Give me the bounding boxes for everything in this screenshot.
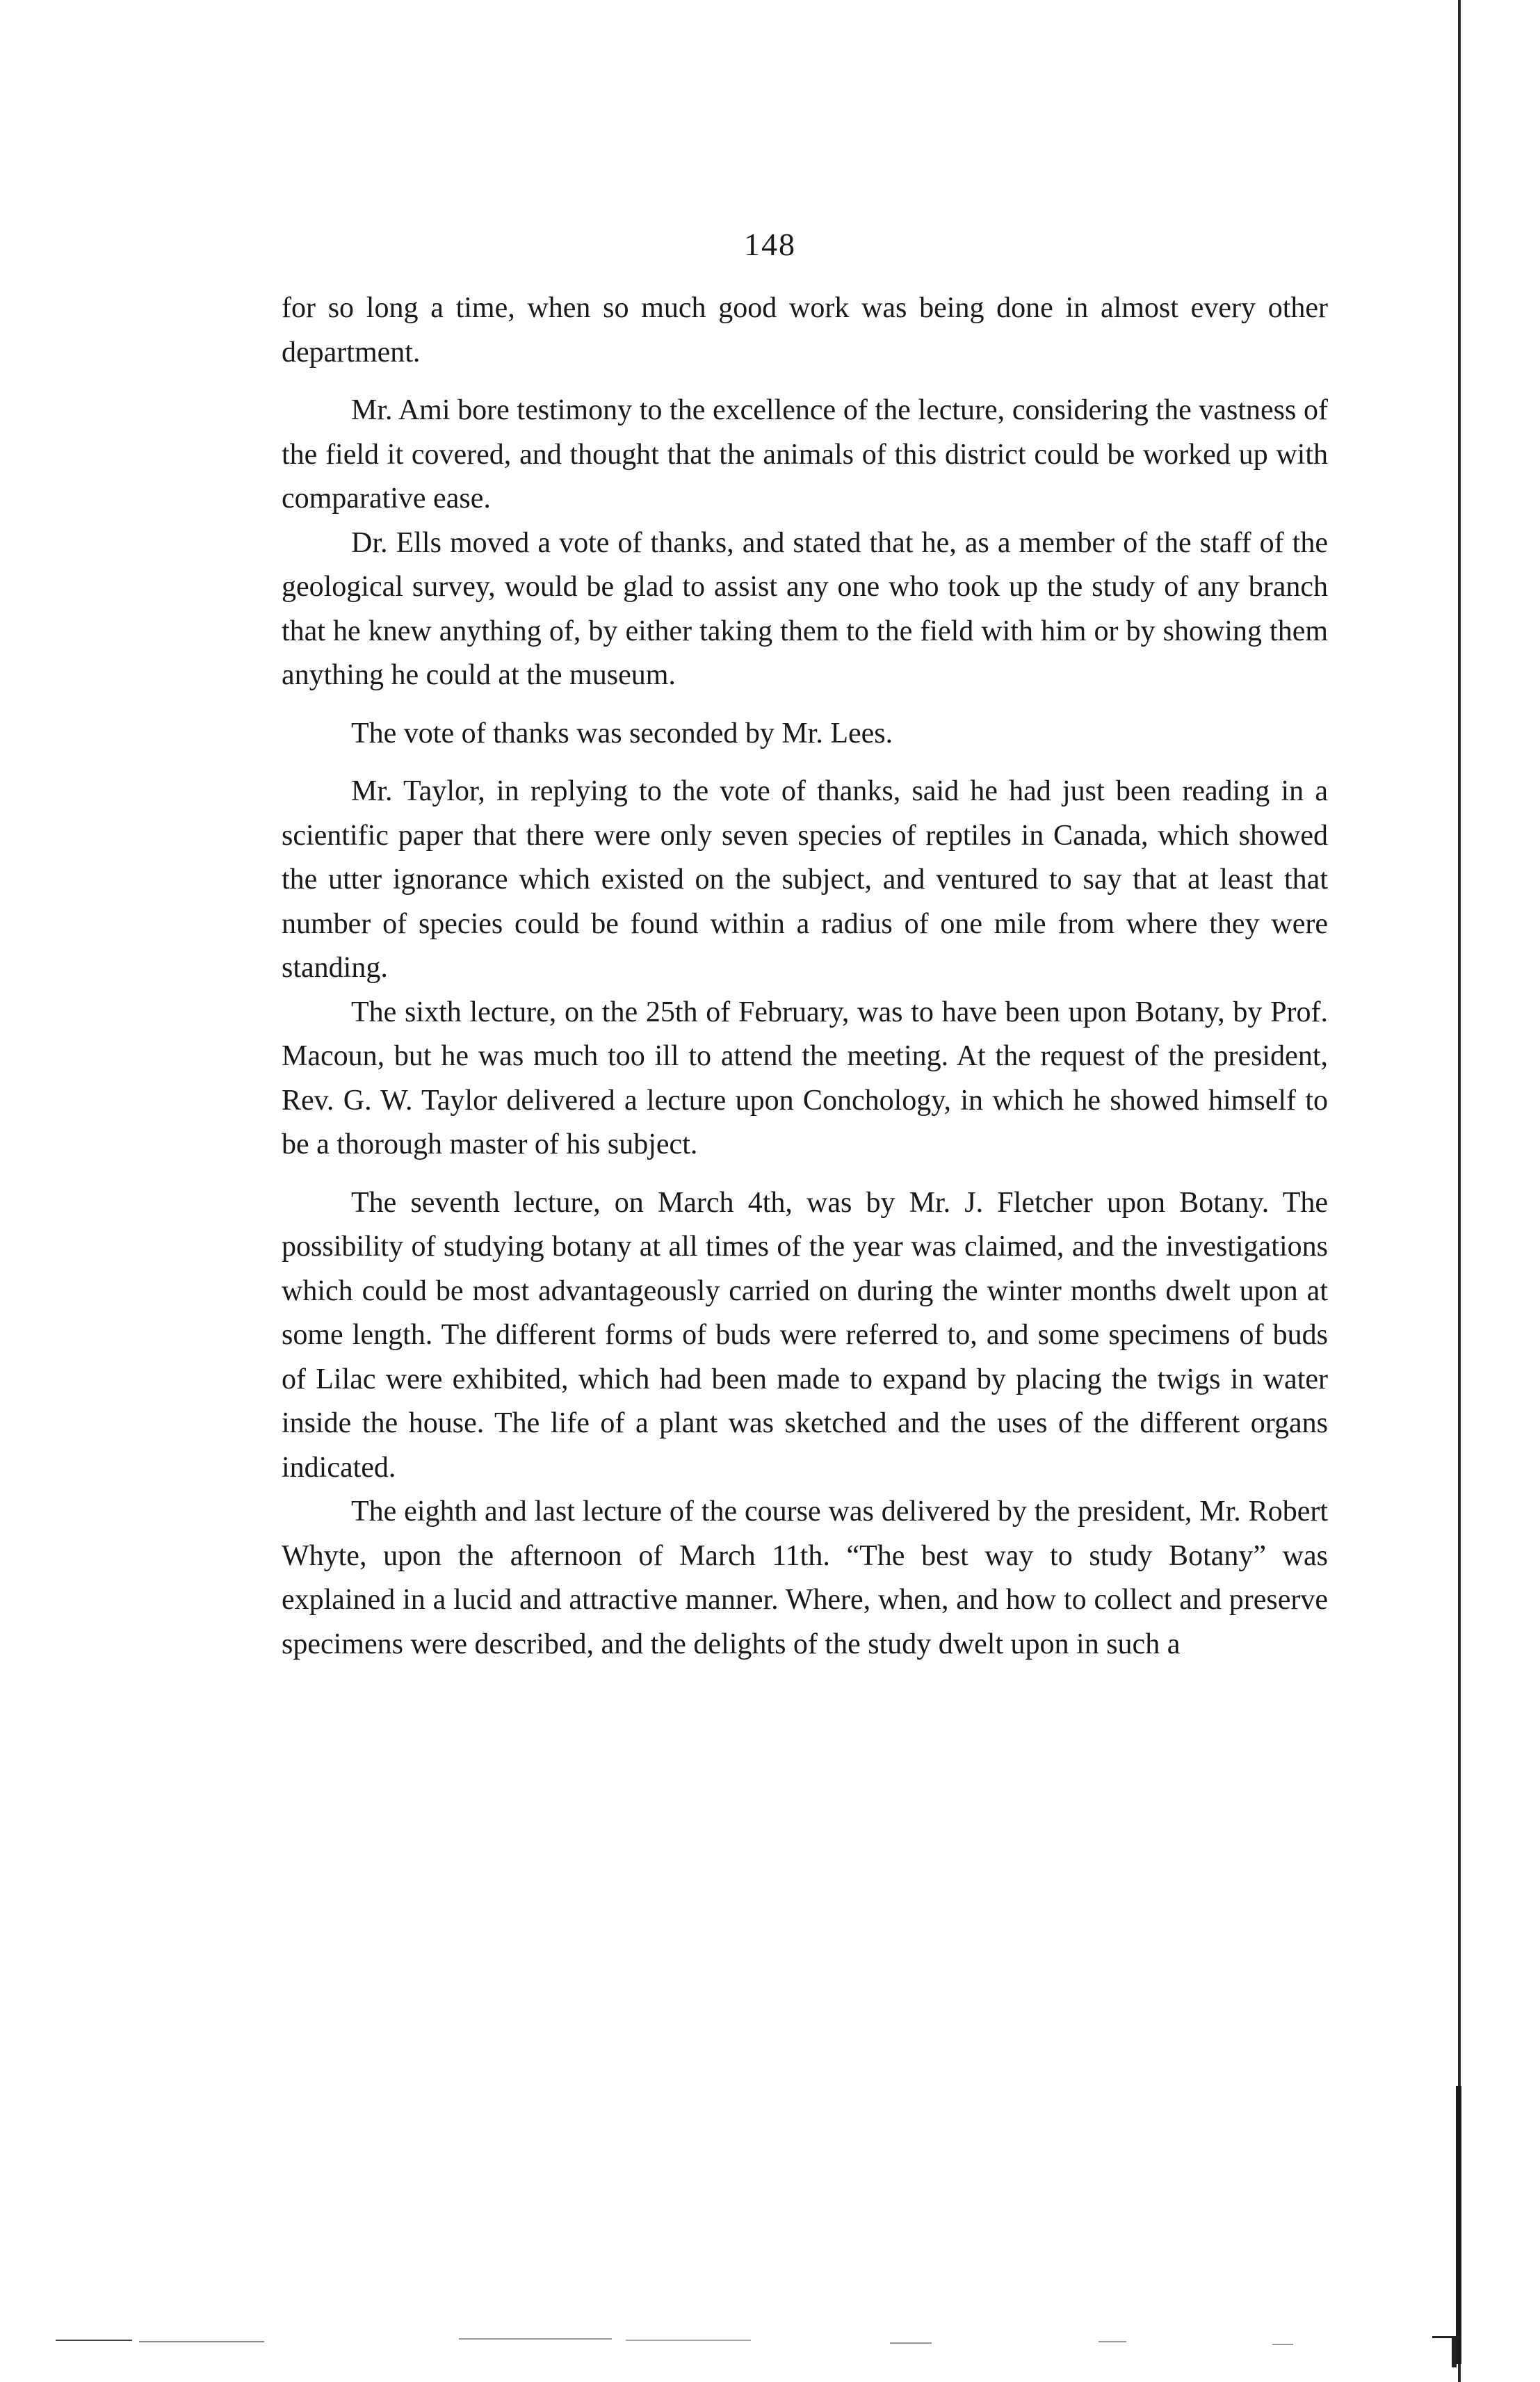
right-edge-rule-bold [1456,2086,1461,2364]
paragraph-eighth-lecture: The eighth and last lecture of the course was delivered by the president, Mr. Robert Whyte, upon the afternoon of March 11th. “The best way to study Botany” was explained in a lucid and attractive manner. Where, when, and how to collect and preserve specimens were described, and the delights of the study dwelt upon in such a [282,1496,1328,1660]
paragraph-seventh-lecture: The seventh lecture, on March 4th, was by Mr. J. Fletcher upon Botany. The possibility of studying botany at all times of the year was claimed, and the investigations which could be most advantageously carried on during the winter months dwelt upon at some length. The different forms of buds were referred to, and some specimens of buds of Lilac were exhibited, which had been made to expand by placing the twigs in water inside the house. The life of a plant was sketched and the uses of the different organs indicated. [282,1186,1328,1484]
paragraph-sixth-lecture: The sixth lecture, on the 25th of February, was to have been upon Botany, by Prof. Macoun, but he was much too ill to attend the meeting. At the request of the president, Rev. G. W. Taylor delivered a lecture upon Conchology, in which he showed himself to be a thorough master of his subject. [282,996,1328,1160]
paragraph-seconded: The vote of thanks was seconded by Mr. Lees. [351,717,893,750]
corner-mark [1432,2329,1474,2371]
paragraph-taylor: Mr. Taylor, in replying to the vote of thanks, said he had just been reading in a scientific paper that there were only seven species of reptiles in Canada, which showed the utter ignorance which existed on the subject, and ventured to say that at least that number of species could be found within a radius of one mile from where they were standing. [282,775,1328,984]
page-number: 148 [744,227,796,262]
scan-noise [56,2333,1446,2367]
paragraph-ami: Mr. Ami bore testimony to the excellence of the lecture, considering the vastness of the field it covered, and thought that the animals of this district could be worked up with comparative ease. [282,394,1328,515]
body-text [282,286,1328,1667]
paragraph-ells: Dr. Ells moved a vote of thanks, and stated that he, as a member of the staff of the geological survey, would be glad to assist any one who took up the study of any branch that he knew anything of, by either taking them to the field with him or by showing them anything he could at the museum. [282,526,1328,691]
paragraph-continuation: for so long a time, when so much good work was being done in almost every other department. [282,292,1328,368]
right-edge-rule [1458,0,1461,2382]
